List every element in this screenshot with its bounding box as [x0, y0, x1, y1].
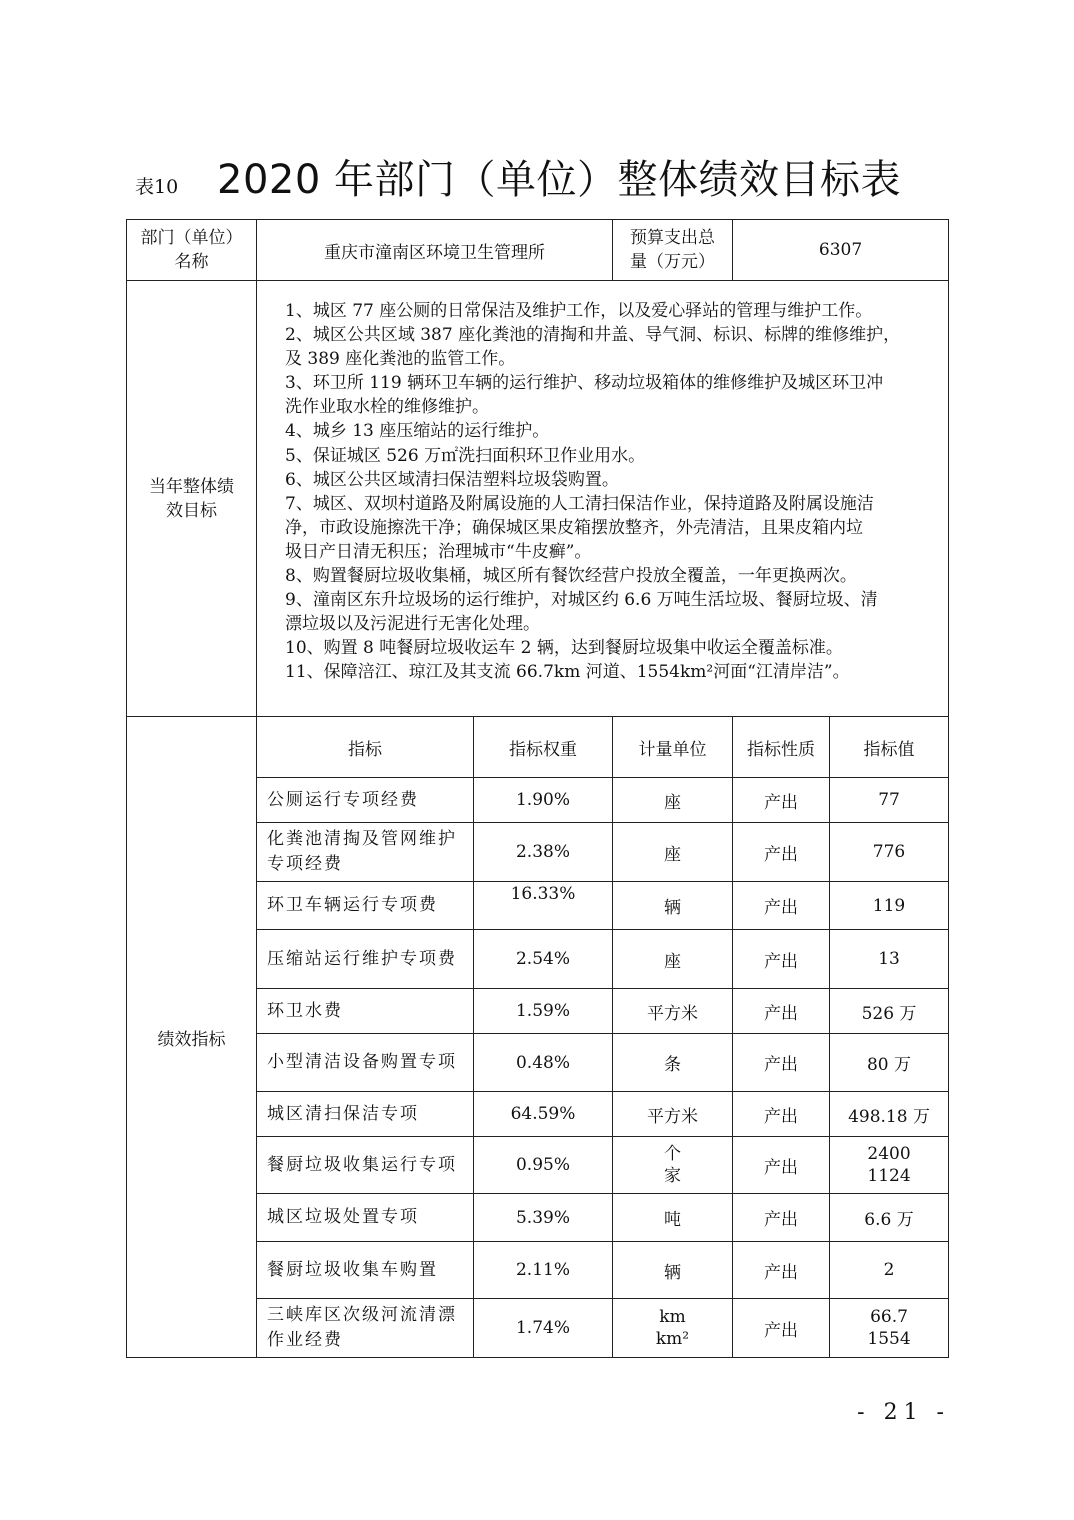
- indicator-unit: km: [659, 1307, 686, 1327]
- indicator-unit: 条: [613, 1034, 733, 1092]
- indicator-name: 城区垃圾处置专项: [257, 1194, 474, 1242]
- info-row: [127, 220, 949, 281]
- goal-line: 圾日产日清无积压；治理城市“牛皮癣”。: [285, 541, 592, 562]
- indicator-nature: 产出: [733, 1137, 830, 1194]
- header-value: 指标值: [830, 717, 949, 778]
- indicator-nature: 产出: [733, 778, 830, 823]
- indicator-value: 526 万: [830, 989, 949, 1034]
- indicator-value: 2: [830, 1242, 949, 1299]
- indicator-weight: 1.59%: [474, 989, 613, 1034]
- indicator-weight: 1.90%: [474, 778, 613, 823]
- indicator-nature: 产出: [733, 1299, 830, 1358]
- goal-line: 漂垃圾以及污泥进行无害化处理。: [285, 614, 540, 635]
- indicator-name: 餐厨垃圾收集运行专项: [257, 1137, 474, 1194]
- budget-label-line1: 预算支出总: [630, 228, 715, 248]
- indicator-unit: 座: [613, 823, 733, 882]
- indicator-value: 6.6 万: [830, 1194, 949, 1242]
- indicator-weight: 0.48%: [474, 1034, 613, 1092]
- indicator-unit-cell: [613, 1137, 733, 1194]
- budget-label-cell: [613, 220, 733, 281]
- indicator-name: 化粪池清掏及管网维护专项经费: [257, 823, 474, 882]
- goal-line: 净，市政设施擦洗干净；确保城区果皮箱摆放整齐，外壳清洁，且果皮箱内垃: [285, 517, 863, 538]
- goals-label-cell: [127, 281, 257, 717]
- goal-line: 1、城区 77 座公厕的日常保洁及维护工作，以及爱心驿站的管理与维护工作。: [285, 301, 873, 321]
- indicator-weight: 2.11%: [474, 1242, 613, 1299]
- indicator-unit: 平方米: [613, 989, 733, 1034]
- indicator-name: 餐厨垃圾收集车购置: [257, 1242, 474, 1299]
- goal-line: 7、城区、双坝村道路及附属设施的人工清扫保洁作业，保持道路及附属设施洁: [285, 493, 874, 514]
- indicator-value: 498.18 万: [830, 1092, 949, 1137]
- goals-text-cell: [257, 281, 949, 717]
- indicator-name: 城区清扫保洁专项: [257, 1092, 474, 1137]
- indicator-nature: 产出: [733, 989, 830, 1034]
- indicator-weight: 64.59%: [474, 1092, 613, 1137]
- performance-table: [126, 219, 949, 1358]
- indicator-unit: 吨: [613, 1194, 733, 1242]
- indicator-name: 压缩站运行维护专项费: [257, 930, 474, 989]
- indicator-name: 环卫水费: [257, 989, 474, 1034]
- indicator-value-2: 1124: [867, 1166, 911, 1186]
- title-row: [135, 148, 955, 208]
- indicator-value: 77: [830, 778, 949, 823]
- header-weight: 指标权重: [474, 717, 613, 778]
- dept-name-cell: 重庆市潼南区环境卫生管理所: [257, 220, 613, 281]
- goal-line: 4、城乡 13 座压缩站的运行维护。: [285, 421, 550, 442]
- goal-line: 2、城区公共区域 387 座化粪池的清掏和井盖、导气洞、标识、标牌的维修维护，: [285, 325, 901, 346]
- goal-line: 11、保障涪江、琼江及其支流 66.7km 河道、1554km²河面“江清岸洁”。: [285, 662, 850, 683]
- goal-line: 及 389 座化粪池的监管工作。: [285, 349, 516, 370]
- indicator-weight: 0.95%: [474, 1137, 613, 1194]
- goal-line: 5、保证城区 526 万㎡洗扫面积环卫作业用水。: [285, 445, 646, 466]
- indicator-unit: 平方米: [613, 1092, 733, 1137]
- indicator-unit: 辆: [613, 882, 733, 930]
- goals-label-line1: 当年整体绩: [149, 476, 234, 497]
- indicator-nature: 产出: [733, 1242, 830, 1299]
- indicator-value: 66.7: [870, 1307, 908, 1327]
- budget-label-line2: 量（万元）: [630, 252, 715, 272]
- indicator-name: 公厕运行专项经费: [257, 778, 474, 823]
- indicator-value: 80 万: [830, 1034, 949, 1092]
- indicator-nature: 产出: [733, 930, 830, 989]
- indicator-value-2: 1554: [867, 1329, 911, 1349]
- page-title: 2020 年部门（单位）整体绩效目标表: [217, 157, 902, 203]
- dept-label-cell: [127, 220, 257, 281]
- indicator-header-row: [127, 717, 949, 778]
- indicator-nature: 产出: [733, 1194, 830, 1242]
- dept-label-line1: 部门（单位）: [140, 228, 243, 248]
- indicator-nature: 产出: [733, 823, 830, 882]
- goal-line: 6、城区公共区域清扫保洁塑料垃圾袋购置。: [285, 469, 619, 490]
- table-number: 表10: [135, 176, 179, 198]
- goals-row: [127, 281, 949, 717]
- indicator-nature: 产出: [733, 1034, 830, 1092]
- indicator-weight: 1.74%: [474, 1299, 613, 1358]
- indicator-value: 119: [830, 882, 949, 930]
- budget-value-cell: 6307: [733, 220, 949, 281]
- header-nature: 指标性质: [733, 717, 830, 778]
- goal-line: 8、购置餐厨垃圾收集桶，城区所有餐饮经营户投放全覆盖，一年更换两次。: [285, 566, 857, 587]
- goals-label-line2: 效目标: [166, 500, 217, 521]
- indicator-nature: 产出: [733, 1092, 830, 1137]
- indicator-name: 环卫车辆运行专项费: [257, 882, 474, 930]
- indicator-unit: 座: [613, 778, 733, 823]
- indicator-value-cell: [830, 1137, 949, 1194]
- goal-line: 9、潼南区东升垃圾场的运行维护，对城区约 6.6 万吨生活垃圾、餐厨垃圾、清: [285, 590, 878, 611]
- indicator-unit-2: 家: [664, 1166, 681, 1186]
- indicator-value: 13: [830, 930, 949, 989]
- indicator-weight: 2.54%: [474, 930, 613, 989]
- indicator-weight: 16.33%: [474, 882, 613, 930]
- indicator-unit: 个: [664, 1144, 681, 1164]
- dept-label-line2: 名称: [174, 252, 209, 272]
- page-number: - 21 -: [857, 1400, 950, 1425]
- indicator-nature: 产出: [733, 882, 830, 930]
- indicator-name: 小型清洁设备购置专项: [257, 1034, 474, 1092]
- goal-line: 3、环卫所 119 辆环卫车辆的运行维护、移动垃圾箱体的维修维护及城区环卫冲: [285, 373, 884, 394]
- indicator-unit-2: km²: [655, 1329, 690, 1349]
- indicator-value: 776: [830, 823, 949, 882]
- indicators-section-label: 绩效指标: [127, 717, 257, 1358]
- indicator-name: 三峡库区次级河流清漂作业经费: [257, 1299, 474, 1358]
- indicator-value-cell: [830, 1299, 949, 1358]
- header-indicator: 指标: [257, 717, 474, 778]
- indicator-weight: 2.38%: [474, 823, 613, 882]
- goal-line: 10、购置 8 吨餐厨垃圾收运车 2 辆，达到餐厨垃圾集中收运全覆盖标准。: [285, 638, 843, 659]
- indicator-unit: 座: [613, 930, 733, 989]
- indicator-unit-cell: [613, 1299, 733, 1358]
- goal-line: 洗作业取水栓的维修维护。: [285, 397, 489, 418]
- header-unit: 计量单位: [613, 717, 733, 778]
- indicator-weight: 5.39%: [474, 1194, 613, 1242]
- indicator-value: 2400: [867, 1144, 911, 1164]
- indicator-unit: 辆: [613, 1242, 733, 1299]
